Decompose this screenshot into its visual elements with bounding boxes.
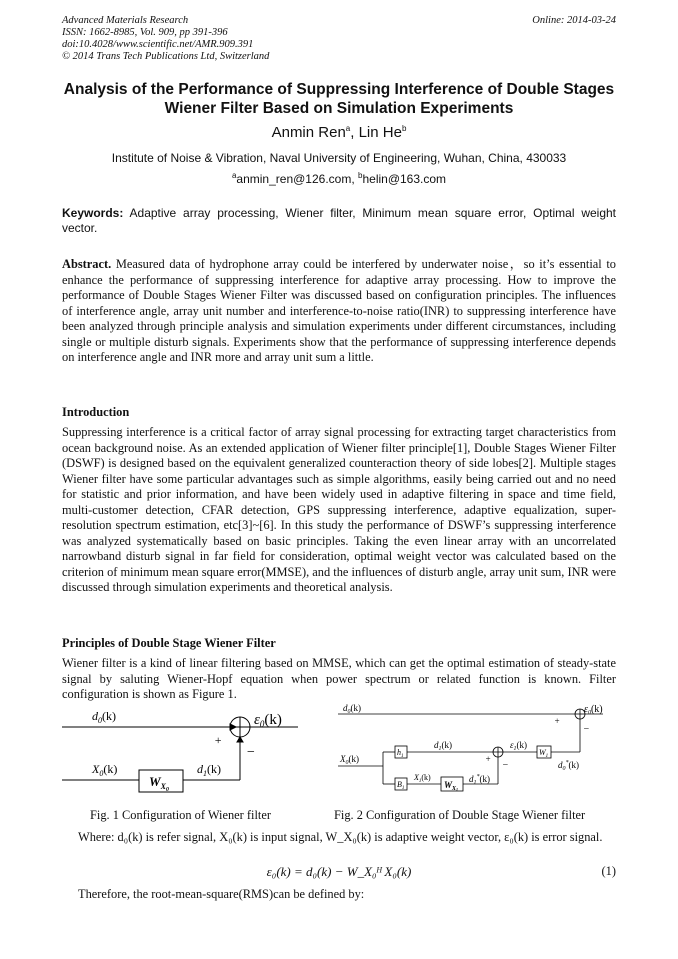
b1-symbol: B <box>397 780 402 789</box>
d1-arg: (k) <box>207 762 221 776</box>
keywords <box>62 206 616 236</box>
wx1-symbol: W <box>444 780 453 790</box>
d0hat-arg: (k) <box>568 760 579 770</box>
eps1-symbol: ε <box>510 740 514 750</box>
plus-sign-top: + <box>554 716 561 726</box>
x0-arg: (k) <box>348 754 359 764</box>
author-sup: a <box>345 124 351 133</box>
eps0-symbol: ε <box>584 704 588 715</box>
figure-1-caption: Fig. 1 Configuration of Wiener filter <box>90 808 271 822</box>
d1-symbol: d <box>197 762 203 776</box>
d1-sub: 1 <box>438 746 442 752</box>
journal-header <box>62 15 616 63</box>
abstract-label: Abstract. <box>62 257 112 271</box>
x1-sub: 1 <box>418 779 422 784</box>
plus-sign: + <box>214 733 223 747</box>
wx1-sub: X <box>452 786 457 792</box>
svg-text:X1(k) <box>413 773 431 784</box>
d1-symbol: d <box>434 740 439 750</box>
w1-symbol: W <box>539 748 546 757</box>
svg-text:ε1(k) <box>510 740 527 752</box>
doi: doi:10.4028/www.scientific.net/AMR.909.391 <box>62 39 254 50</box>
svg-text:W1 <box>539 748 548 759</box>
d0-symbol: d <box>343 703 348 713</box>
eps0-arg: (k) <box>590 704 603 715</box>
authors: Anmin Ren$^a$, Lin He$^b$ <box>271 124 407 141</box>
x0-symbol: X <box>340 754 346 764</box>
where-text: Where: d₀(k) is refer signal, X₀(k) is input signal, W_X₀(k) is adaptive weight vector, ε₀(k) is error signal. <box>78 830 603 844</box>
eps1-arg: (k) <box>516 740 528 750</box>
d1hat-sup: * <box>476 774 480 780</box>
b1-sub: 1 <box>401 786 405 791</box>
keywords-label: Keywords: <box>62 206 124 220</box>
w-subsub: 0 <box>165 787 169 793</box>
eps0-symbol: ε <box>254 712 260 728</box>
section-heading-principles: Principles of Double Stage Wiener Filter <box>62 636 276 650</box>
equation-number: (1) <box>601 864 616 878</box>
plus-sign-mid: + <box>485 754 492 764</box>
eps0-sub: 0 <box>587 710 591 716</box>
d1hat-sub: 1 <box>473 780 477 786</box>
svg-text:WX1 <box>444 780 458 792</box>
svg-text:d0*(k) <box>558 760 579 772</box>
d1-sub: 1 <box>203 769 207 778</box>
x0-symbol: X <box>92 762 100 776</box>
w1-sub: 1 <box>545 754 549 759</box>
x1-arg: (k) <box>421 773 431 782</box>
svg-text:ε0(k) <box>584 704 603 716</box>
eps1-sub: 1 <box>513 746 517 752</box>
d0hat-symbol: d <box>558 760 563 770</box>
keywords-text: Adaptive array processing, Wiener filter, Minimum mean square error, Optimal weight vector. <box>62 206 617 235</box>
h1-symbol: h <box>397 748 401 757</box>
email-address[interactable]: helin@163.com <box>362 172 447 186</box>
x1-symbol: X <box>414 773 419 782</box>
minus-sign-mid: − <box>502 760 509 771</box>
svg-text:d0(k) <box>343 703 361 715</box>
rms-text: Therefore, the root-mean-square(RMS)can be defined by: <box>78 887 365 901</box>
principles-text: Wiener filter is a kind of linear filtering based on MMSE, which can get the optimal estimation of steady-state signal by saluting Wiener-Hopf equation when power spectrum or related function is known. Filter configuration is shown as Figure 1. <box>62 656 616 701</box>
online-date: Online: 2014-03-24 <box>532 15 616 26</box>
minus-sign: − <box>246 745 256 760</box>
eps0-arg: (k) <box>264 712 282 728</box>
d0-symbol: d <box>92 709 98 723</box>
w-sub: X <box>160 782 166 791</box>
svg-text:d1(k) <box>197 762 221 778</box>
svg-text:h1 <box>397 748 404 759</box>
eps0-sub: 0 <box>259 719 265 729</box>
section-heading-introduction: Introduction <box>62 405 130 419</box>
x0-sub: 0 <box>345 760 349 766</box>
d0-arg: (k) <box>102 709 116 723</box>
figure-1-diagram <box>62 704 312 800</box>
svg-text:X0(k) <box>91 762 117 778</box>
svg-text:WX0 <box>149 774 169 793</box>
email-sup: a <box>231 171 237 180</box>
d1hat-arg: (k) <box>479 774 490 784</box>
copyright: © 2014 Trans Tech Publications Ltd, Switzerland <box>62 51 270 62</box>
d0-sub: 0 <box>98 716 102 725</box>
email-sup: b <box>358 171 363 180</box>
introduction-text: Suppressing interference is a critical factor of array signal processing for extracting target characteristics from ocean background noise. As an extended application of Wiener filter principle[1], Double Stages Wiener Filter (DSWF) is designed based on the equivalent generalized counteraction theory of side lobes[2]. Multiple stages Wiener filter have some particular advantages such as simple algorithms, easily being carried out and no need for statistic and prior information, and have been widely used in adaptive filtering in space and time field, multi-customer detection, CFAR detection, GPS suppressing interference, adaptive equalization, super-resolution spectrum estimation, etc[3]~[6]. In this study the performance of DSWF’s suppressing interference was analyzed systematically based on basic principles. Taking the even linear array with an uncorrelated narrowband disturb signal in far field for consideration, optimal weight vector was calculated based on the criterion of minimum mean square error(MMSE), and the influences of disturb angle, array unit sum, INR were discussed through simulation experiments and theoretical analysis. <box>62 425 616 594</box>
d0hat-sup: * <box>565 760 569 766</box>
affiliation: Institute of Noise & Vibration, Naval University of Engineering, Wuhan, China, 430033 <box>111 151 567 165</box>
x0-sub: 0 <box>99 769 104 778</box>
figure-2-diagram <box>338 702 618 806</box>
equation-1: ε₀(k) = d₀(k) − W_X₀ᴴ X₀(k) <box>266 864 412 879</box>
d0hat-sub: 0 <box>562 766 566 772</box>
figure-2-caption: Fig. 2 Configuration of Double Stage Wiener filter <box>334 808 586 822</box>
email-address[interactable]: anmin_ren@126.com <box>236 172 352 186</box>
svg-text:B1 <box>397 780 404 791</box>
w-symbol: W <box>149 774 161 789</box>
d0-sub: 0 <box>347 709 351 715</box>
d1-arg: (k) <box>441 740 452 750</box>
wx1-subsub: 1 <box>456 787 459 792</box>
svg-text:X0(k) <box>339 754 359 766</box>
minus-sign-top: − <box>583 724 590 735</box>
svg-text:d1(k) <box>434 740 452 752</box>
d0-arg: (k) <box>350 703 361 713</box>
emails: $^a$anmin_ren@126.com, $^b$helin@163.com <box>231 171 447 186</box>
svg-text:d0(k) <box>92 709 116 725</box>
journal-name: Advanced Materials Research <box>62 15 189 26</box>
paper-title: Analysis of the Performance of Suppressing Interference of Double Stages Wiener Filter Based on Simulation Experiments <box>63 81 615 117</box>
h1-sub: 1 <box>401 754 404 759</box>
author-name: Anmin Ren <box>271 124 346 141</box>
author-sup: b <box>401 124 407 133</box>
svg-text:ε0(k) <box>254 712 282 729</box>
x0-arg: (k) <box>103 762 118 776</box>
issn: ISSN: 1662-8985, Vol. 909, pp 391-396 <box>62 27 228 38</box>
author-name: Lin He <box>358 124 402 141</box>
d1hat-symbol: d <box>469 774 474 784</box>
abstract-text: Measured data of hydrophone array could be interfered by underwater noise，so it’s essential to enhance the performance of suppressing interference for adaptive array processing. How to improve the performance of Double Stages Wiener Filter was discussed based on configuration principles. The influences of interference angle, array unit number and interference-to-noise ratio(INR) to suppressing interference have been analyzed through principle analysis and simulation experiments under different circumstances, including single or multiple disturb signals. Experiments show that the performance of suppressing interference depends on interference angle and INR more and array unit sum a little. <box>62 257 616 364</box>
abstract <box>62 257 616 366</box>
